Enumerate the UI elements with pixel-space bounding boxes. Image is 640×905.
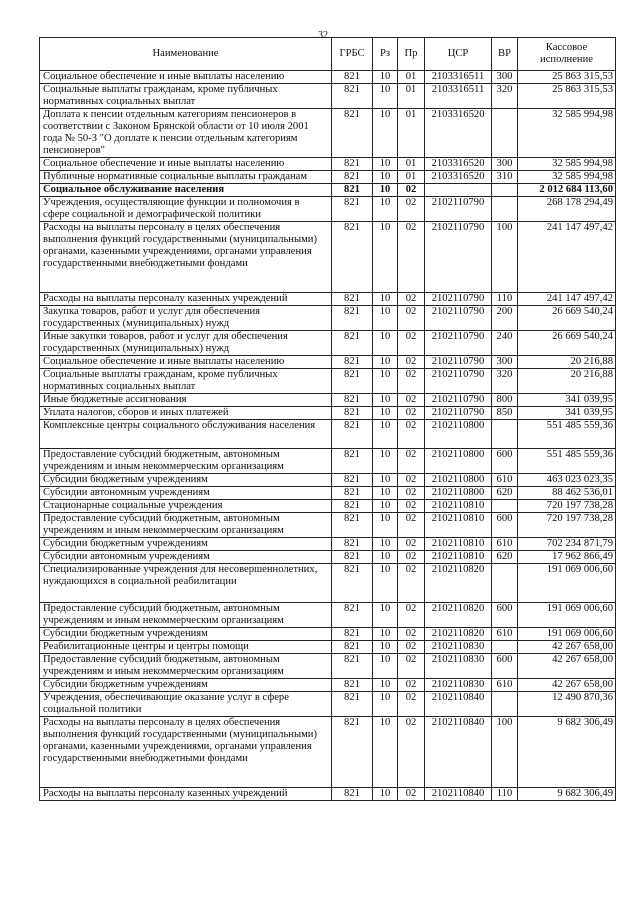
row-csr: 2102110790 xyxy=(425,306,492,331)
row-amount: 341 039,95 xyxy=(518,407,616,420)
row-csr: 2102110830 xyxy=(425,679,492,692)
row-vr: 110 xyxy=(492,293,518,306)
row-name: Субсидии бюджетным учреждениям xyxy=(40,679,332,692)
row-rz: 10 xyxy=(373,158,398,171)
row-vr: 600 xyxy=(492,513,518,538)
row-rz: 10 xyxy=(373,513,398,538)
row-amount: 341 039,95 xyxy=(518,394,616,407)
row-vr: 300 xyxy=(492,356,518,369)
row-pr: 02 xyxy=(398,513,425,538)
row-grbs: 821 xyxy=(332,171,373,184)
row-name: Предоставление субсидий бюджетным, автономным учреждениям и иным некоммерческим организациям xyxy=(40,513,332,538)
row-vr: 100 xyxy=(492,222,518,293)
row-pr: 02 xyxy=(398,197,425,222)
row-csr: 2102110840 xyxy=(425,788,492,801)
row-amount: 702 234 871,79 xyxy=(518,538,616,551)
table-row xyxy=(40,184,616,197)
row-grbs: 821 xyxy=(332,293,373,306)
row-name: Доплата к пенсии отдельным категориям пенсионеров в соответствии с Законом Брянской области от 10 июля 2001 года № 50-З "О доплате к пенсии отдельным категориям пенсионеров" xyxy=(40,109,332,158)
row-rz: 10 xyxy=(373,474,398,487)
row-csr: 2102110820 xyxy=(425,603,492,628)
row-vr xyxy=(492,420,518,449)
row-pr: 02 xyxy=(398,551,425,564)
row-amount: 268 178 294,49 xyxy=(518,197,616,222)
header-rz: Рз xyxy=(373,38,398,71)
row-vr: 300 xyxy=(492,158,518,171)
row-pr: 01 xyxy=(398,71,425,84)
row-pr: 02 xyxy=(398,628,425,641)
row-rz: 10 xyxy=(373,369,398,394)
row-vr: 610 xyxy=(492,628,518,641)
row-grbs: 821 xyxy=(332,420,373,449)
row-vr: 800 xyxy=(492,394,518,407)
row-csr: 2102110790 xyxy=(425,407,492,420)
row-rz: 10 xyxy=(373,394,398,407)
table-row xyxy=(40,603,616,628)
row-csr: 2102110840 xyxy=(425,692,492,717)
table-row xyxy=(40,356,616,369)
row-grbs: 821 xyxy=(332,394,373,407)
row-name: Иные бюджетные ассигнования xyxy=(40,394,332,407)
row-name: Социальное обеспечение и иные выплаты населению xyxy=(40,71,332,84)
table-row xyxy=(40,538,616,551)
row-vr: 320 xyxy=(492,369,518,394)
row-grbs: 821 xyxy=(332,513,373,538)
table-row xyxy=(40,71,616,84)
row-name: Социальное обеспечение и иные выплаты населению xyxy=(40,356,332,369)
row-rz: 10 xyxy=(373,84,398,109)
row-amount: 241 147 497,42 xyxy=(518,293,616,306)
row-pr: 02 xyxy=(398,654,425,679)
header-pr: Пр xyxy=(398,38,425,71)
row-rz: 10 xyxy=(373,356,398,369)
row-csr: 2102110800 xyxy=(425,449,492,474)
table-row xyxy=(40,171,616,184)
row-rz: 10 xyxy=(373,628,398,641)
row-vr: 320 xyxy=(492,84,518,109)
row-name: Предоставление субсидий бюджетным, автономным учреждениям и иным некоммерческим организациям xyxy=(40,449,332,474)
header-grbs: ГРБС xyxy=(332,38,373,71)
table-row xyxy=(40,293,616,306)
row-name: Расходы на выплаты персоналу казенных учреждений xyxy=(40,788,332,801)
row-rz: 10 xyxy=(373,197,398,222)
row-pr: 02 xyxy=(398,331,425,356)
table-row xyxy=(40,84,616,109)
row-vr: 240 xyxy=(492,331,518,356)
row-pr: 01 xyxy=(398,171,425,184)
row-rz: 10 xyxy=(373,109,398,158)
table-row xyxy=(40,628,616,641)
row-grbs: 821 xyxy=(332,109,373,158)
row-name: Социальные выплаты гражданам, кроме публичных нормативных социальных выплат xyxy=(40,369,332,394)
row-vr xyxy=(492,109,518,158)
row-amount: 26 669 540,24 xyxy=(518,306,616,331)
row-rz: 10 xyxy=(373,71,398,84)
row-csr: 2102110790 xyxy=(425,331,492,356)
row-vr: 600 xyxy=(492,449,518,474)
row-vr: 610 xyxy=(492,538,518,551)
row-csr: 2102110830 xyxy=(425,641,492,654)
row-grbs: 821 xyxy=(332,184,373,197)
table-row xyxy=(40,109,616,158)
table-row xyxy=(40,500,616,513)
row-name: Уплата налогов, сборов и иных платежей xyxy=(40,407,332,420)
row-vr: 110 xyxy=(492,788,518,801)
row-rz: 10 xyxy=(373,654,398,679)
row-rz: 10 xyxy=(373,407,398,420)
row-name: Социальные выплаты гражданам, кроме публичных нормативных социальных выплат xyxy=(40,84,332,109)
header-csr: ЦСР xyxy=(425,38,492,71)
row-amount: 17 962 866,49 xyxy=(518,551,616,564)
row-csr: 2102110810 xyxy=(425,513,492,538)
table-row xyxy=(40,449,616,474)
page-number: 32 xyxy=(318,30,328,41)
row-amount: 88 462 536,01 xyxy=(518,487,616,500)
row-grbs: 821 xyxy=(332,197,373,222)
row-vr: 310 xyxy=(492,171,518,184)
row-amount: 2 012 684 113,60 xyxy=(518,184,616,197)
row-amount: 32 585 994,98 xyxy=(518,109,616,158)
row-csr xyxy=(425,184,492,197)
row-amount: 241 147 497,42 xyxy=(518,222,616,293)
row-csr: 2102110840 xyxy=(425,717,492,788)
row-csr: 2102110790 xyxy=(425,394,492,407)
row-amount: 9 682 306,49 xyxy=(518,788,616,801)
row-amount: 9 682 306,49 xyxy=(518,717,616,788)
row-pr: 02 xyxy=(398,369,425,394)
row-pr: 02 xyxy=(398,641,425,654)
row-amount: 42 267 658,00 xyxy=(518,654,616,679)
row-csr: 2102110790 xyxy=(425,369,492,394)
row-amount: 720 197 738,28 xyxy=(518,513,616,538)
row-rz: 10 xyxy=(373,564,398,603)
table-row xyxy=(40,788,616,801)
row-rz: 10 xyxy=(373,538,398,551)
header-name: Наименование xyxy=(40,38,332,71)
row-vr xyxy=(492,641,518,654)
row-rz: 10 xyxy=(373,603,398,628)
row-rz: 10 xyxy=(373,184,398,197)
row-grbs: 821 xyxy=(332,551,373,564)
row-grbs: 821 xyxy=(332,449,373,474)
row-rz: 10 xyxy=(373,222,398,293)
row-name: Предоставление субсидий бюджетным, автономным учреждениям и иным некоммерческим организациям xyxy=(40,654,332,679)
row-amount: 25 863 315,53 xyxy=(518,71,616,84)
table-header xyxy=(40,38,616,71)
row-csr: 2102110800 xyxy=(425,420,492,449)
row-name: Учреждения, осуществляющие функции и полномочия в сфере социальной и демографической политики xyxy=(40,197,332,222)
row-pr: 02 xyxy=(398,500,425,513)
table-row xyxy=(40,564,616,603)
row-rz: 10 xyxy=(373,641,398,654)
row-vr: 620 xyxy=(492,551,518,564)
row-pr: 02 xyxy=(398,420,425,449)
table-row xyxy=(40,692,616,717)
row-rz: 10 xyxy=(373,679,398,692)
row-csr: 2102110810 xyxy=(425,500,492,513)
row-amount: 25 863 315,53 xyxy=(518,84,616,109)
row-pr: 02 xyxy=(398,717,425,788)
row-pr: 01 xyxy=(398,84,425,109)
row-name: Комплексные центры социального обслуживания населения xyxy=(40,420,332,449)
row-csr: 2103316520 xyxy=(425,171,492,184)
row-csr: 2102110810 xyxy=(425,538,492,551)
row-name: Социальное обслуживание населения xyxy=(40,184,332,197)
row-name: Иные закупки товаров, работ и услуг для обеспечения государственных (муниципальных) нужд xyxy=(40,331,332,356)
row-grbs: 821 xyxy=(332,306,373,331)
row-csr: 2102110790 xyxy=(425,222,492,293)
row-grbs: 821 xyxy=(332,628,373,641)
row-csr: 2102110790 xyxy=(425,197,492,222)
row-grbs: 821 xyxy=(332,788,373,801)
row-vr xyxy=(492,197,518,222)
row-pr: 02 xyxy=(398,692,425,717)
row-rz: 10 xyxy=(373,788,398,801)
row-amount: 32 585 994,98 xyxy=(518,171,616,184)
row-amount: 20 216,88 xyxy=(518,369,616,394)
table-row xyxy=(40,306,616,331)
row-pr: 02 xyxy=(398,788,425,801)
row-grbs: 821 xyxy=(332,679,373,692)
table-row xyxy=(40,420,616,449)
row-grbs: 821 xyxy=(332,692,373,717)
row-vr xyxy=(492,500,518,513)
row-pr: 01 xyxy=(398,158,425,171)
table-row xyxy=(40,474,616,487)
row-name: Предоставление субсидий бюджетным, автономным учреждениям и иным некоммерческим организациям xyxy=(40,603,332,628)
row-csr: 2103316520 xyxy=(425,158,492,171)
row-grbs: 821 xyxy=(332,603,373,628)
row-rz: 10 xyxy=(373,171,398,184)
row-grbs: 821 xyxy=(332,717,373,788)
row-csr: 2102110810 xyxy=(425,551,492,564)
table-row xyxy=(40,717,616,788)
row-grbs: 821 xyxy=(332,487,373,500)
row-grbs: 821 xyxy=(332,407,373,420)
row-csr: 2102110800 xyxy=(425,487,492,500)
row-pr: 02 xyxy=(398,538,425,551)
row-amount: 191 069 006,60 xyxy=(518,628,616,641)
row-grbs: 821 xyxy=(332,158,373,171)
row-vr: 610 xyxy=(492,474,518,487)
header-amount: Кассовое исполнение xyxy=(518,38,616,71)
row-rz: 10 xyxy=(373,692,398,717)
row-grbs: 821 xyxy=(332,564,373,603)
row-name: Расходы на выплаты персоналу в целях обеспечения выполнения функций государственными (муниципальными) органами, казенными учреждениями, органами управления государственными внебюджетными фондами xyxy=(40,222,332,293)
table-row xyxy=(40,487,616,500)
row-rz: 10 xyxy=(373,500,398,513)
row-grbs: 821 xyxy=(332,222,373,293)
row-vr: 100 xyxy=(492,717,518,788)
row-pr: 02 xyxy=(398,603,425,628)
row-name: Субсидии бюджетным учреждениям xyxy=(40,474,332,487)
row-name: Субсидии бюджетным учреждениям xyxy=(40,538,332,551)
row-amount: 191 069 006,60 xyxy=(518,603,616,628)
row-name: Закупка товаров, работ и услуг для обеспечения государственных (муниципальных) нужд xyxy=(40,306,332,331)
table-row xyxy=(40,369,616,394)
header-vr: ВР xyxy=(492,38,518,71)
row-amount: 42 267 658,00 xyxy=(518,679,616,692)
table-row xyxy=(40,407,616,420)
row-name: Публичные нормативные социальные выплаты гражданам xyxy=(40,171,332,184)
row-csr: 2102110830 xyxy=(425,654,492,679)
row-pr: 02 xyxy=(398,222,425,293)
table-row xyxy=(40,641,616,654)
row-csr: 2102110800 xyxy=(425,474,492,487)
row-rz: 10 xyxy=(373,331,398,356)
row-pr: 02 xyxy=(398,487,425,500)
row-pr: 02 xyxy=(398,679,425,692)
row-name: Специализированные учреждения для несовершеннолетних, нуждающихся в социальной реабилитации xyxy=(40,564,332,603)
budget-table xyxy=(39,37,616,801)
row-rz: 10 xyxy=(373,293,398,306)
row-pr: 02 xyxy=(398,394,425,407)
row-name: Субсидии автономным учреждениям xyxy=(40,551,332,564)
table-row xyxy=(40,394,616,407)
row-vr xyxy=(492,692,518,717)
row-vr: 300 xyxy=(492,71,518,84)
row-csr: 2103316511 xyxy=(425,84,492,109)
row-grbs: 821 xyxy=(332,331,373,356)
row-rz: 10 xyxy=(373,449,398,474)
table-row xyxy=(40,551,616,564)
row-vr: 620 xyxy=(492,487,518,500)
row-amount: 191 069 006,60 xyxy=(518,564,616,603)
row-rz: 10 xyxy=(373,487,398,500)
row-grbs: 821 xyxy=(332,641,373,654)
row-name: Субсидии автономным учреждениям xyxy=(40,487,332,500)
row-csr: 2103316520 xyxy=(425,109,492,158)
row-pr: 02 xyxy=(398,293,425,306)
row-pr: 02 xyxy=(398,564,425,603)
row-amount: 551 485 559,36 xyxy=(518,420,616,449)
row-vr: 600 xyxy=(492,654,518,679)
row-amount: 32 585 994,98 xyxy=(518,158,616,171)
row-amount: 720 197 738,28 xyxy=(518,500,616,513)
row-vr: 200 xyxy=(492,306,518,331)
row-pr: 02 xyxy=(398,449,425,474)
row-amount: 42 267 658,00 xyxy=(518,641,616,654)
table-row xyxy=(40,222,616,293)
row-name: Расходы на выплаты персоналу казенных учреждений xyxy=(40,293,332,306)
row-grbs: 821 xyxy=(332,356,373,369)
row-vr xyxy=(492,184,518,197)
row-csr: 2102110820 xyxy=(425,564,492,603)
row-name: Расходы на выплаты персоналу в целях обеспечения выполнения функций государственными (муниципальными) органами, казенными учреждениями, органами управления государственными внебюджетными фондами xyxy=(40,717,332,788)
row-amount: 463 023 023,35 xyxy=(518,474,616,487)
row-pr: 02 xyxy=(398,356,425,369)
row-name: Социальное обеспечение и иные выплаты населению xyxy=(40,158,332,171)
table-row xyxy=(40,197,616,222)
row-rz: 10 xyxy=(373,717,398,788)
row-csr: 2103316511 xyxy=(425,71,492,84)
row-amount: 551 485 559,36 xyxy=(518,449,616,474)
row-grbs: 821 xyxy=(332,84,373,109)
row-amount: 12 490 870,36 xyxy=(518,692,616,717)
row-vr: 600 xyxy=(492,603,518,628)
row-csr: 2102110820 xyxy=(425,628,492,641)
row-csr: 2102110790 xyxy=(425,293,492,306)
table-row xyxy=(40,679,616,692)
row-amount: 26 669 540,24 xyxy=(518,331,616,356)
row-grbs: 821 xyxy=(332,474,373,487)
table-row xyxy=(40,158,616,171)
row-pr: 01 xyxy=(398,109,425,158)
row-pr: 02 xyxy=(398,184,425,197)
table-row xyxy=(40,513,616,538)
row-vr: 850 xyxy=(492,407,518,420)
row-name: Учреждения, обеспечивающие оказание услуг в сфере социальной политики xyxy=(40,692,332,717)
table-row xyxy=(40,331,616,356)
row-name: Субсидии бюджетным учреждениям xyxy=(40,628,332,641)
row-pr: 02 xyxy=(398,474,425,487)
row-pr: 02 xyxy=(398,407,425,420)
row-pr: 02 xyxy=(398,306,425,331)
row-csr: 2102110790 xyxy=(425,356,492,369)
table-row xyxy=(40,654,616,679)
row-grbs: 821 xyxy=(332,654,373,679)
row-grbs: 821 xyxy=(332,71,373,84)
row-grbs: 821 xyxy=(332,369,373,394)
row-vr: 610 xyxy=(492,679,518,692)
row-rz: 10 xyxy=(373,306,398,331)
row-grbs: 821 xyxy=(332,500,373,513)
row-name: Стационарные социальные учреждения xyxy=(40,500,332,513)
row-name: Реабилитационные центры и центры помощи xyxy=(40,641,332,654)
row-rz: 10 xyxy=(373,420,398,449)
row-amount: 20 216,88 xyxy=(518,356,616,369)
row-rz: 10 xyxy=(373,551,398,564)
row-grbs: 821 xyxy=(332,538,373,551)
row-vr xyxy=(492,564,518,603)
